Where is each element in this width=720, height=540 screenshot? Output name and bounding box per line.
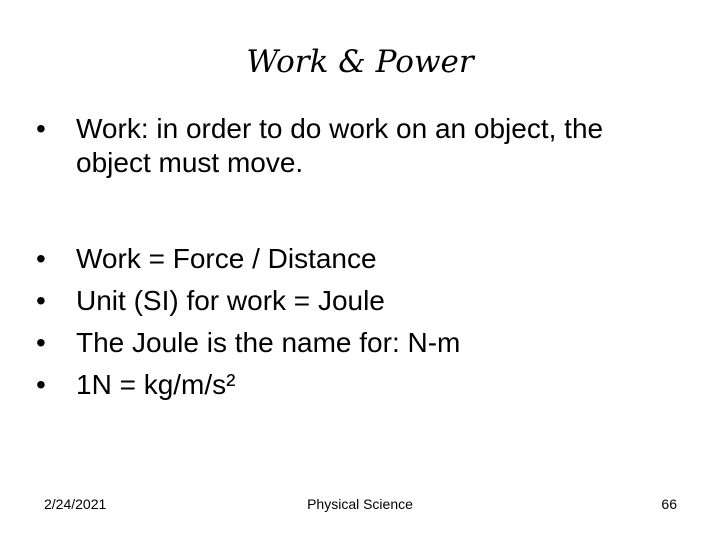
bullet-dot-icon: • xyxy=(36,113,46,144)
bullet-list-intro xyxy=(36,112,676,188)
bullet-item xyxy=(36,284,676,318)
bullet-dot-icon: • xyxy=(36,243,46,274)
bullet-item xyxy=(36,112,676,180)
bullet-text: Work = Force / Distance xyxy=(76,243,377,274)
bullet-dot-icon: • xyxy=(36,327,46,358)
bullet-item xyxy=(36,326,676,360)
bullet-text: Unit (SI) for work = Joule xyxy=(76,285,385,316)
bullet-list-facts xyxy=(36,242,676,410)
bullet-text: The Joule is the name for: N-m xyxy=(76,327,461,358)
footer-subject: Physical Science xyxy=(307,496,413,512)
bullet-item xyxy=(36,368,676,402)
bullet-item xyxy=(36,242,676,276)
footer-page-number: 66 xyxy=(661,496,677,512)
bullet-dot-icon: • xyxy=(36,285,46,316)
slide-title: Work & Power xyxy=(246,44,474,80)
footer-date: 2/24/2021 xyxy=(44,496,107,512)
bullet-text: Work: in order to do work on an object, the object must move. xyxy=(76,113,604,178)
bullet-dot-icon: • xyxy=(36,369,46,400)
bullet-text: 1N = kg/m/s² xyxy=(76,369,236,400)
